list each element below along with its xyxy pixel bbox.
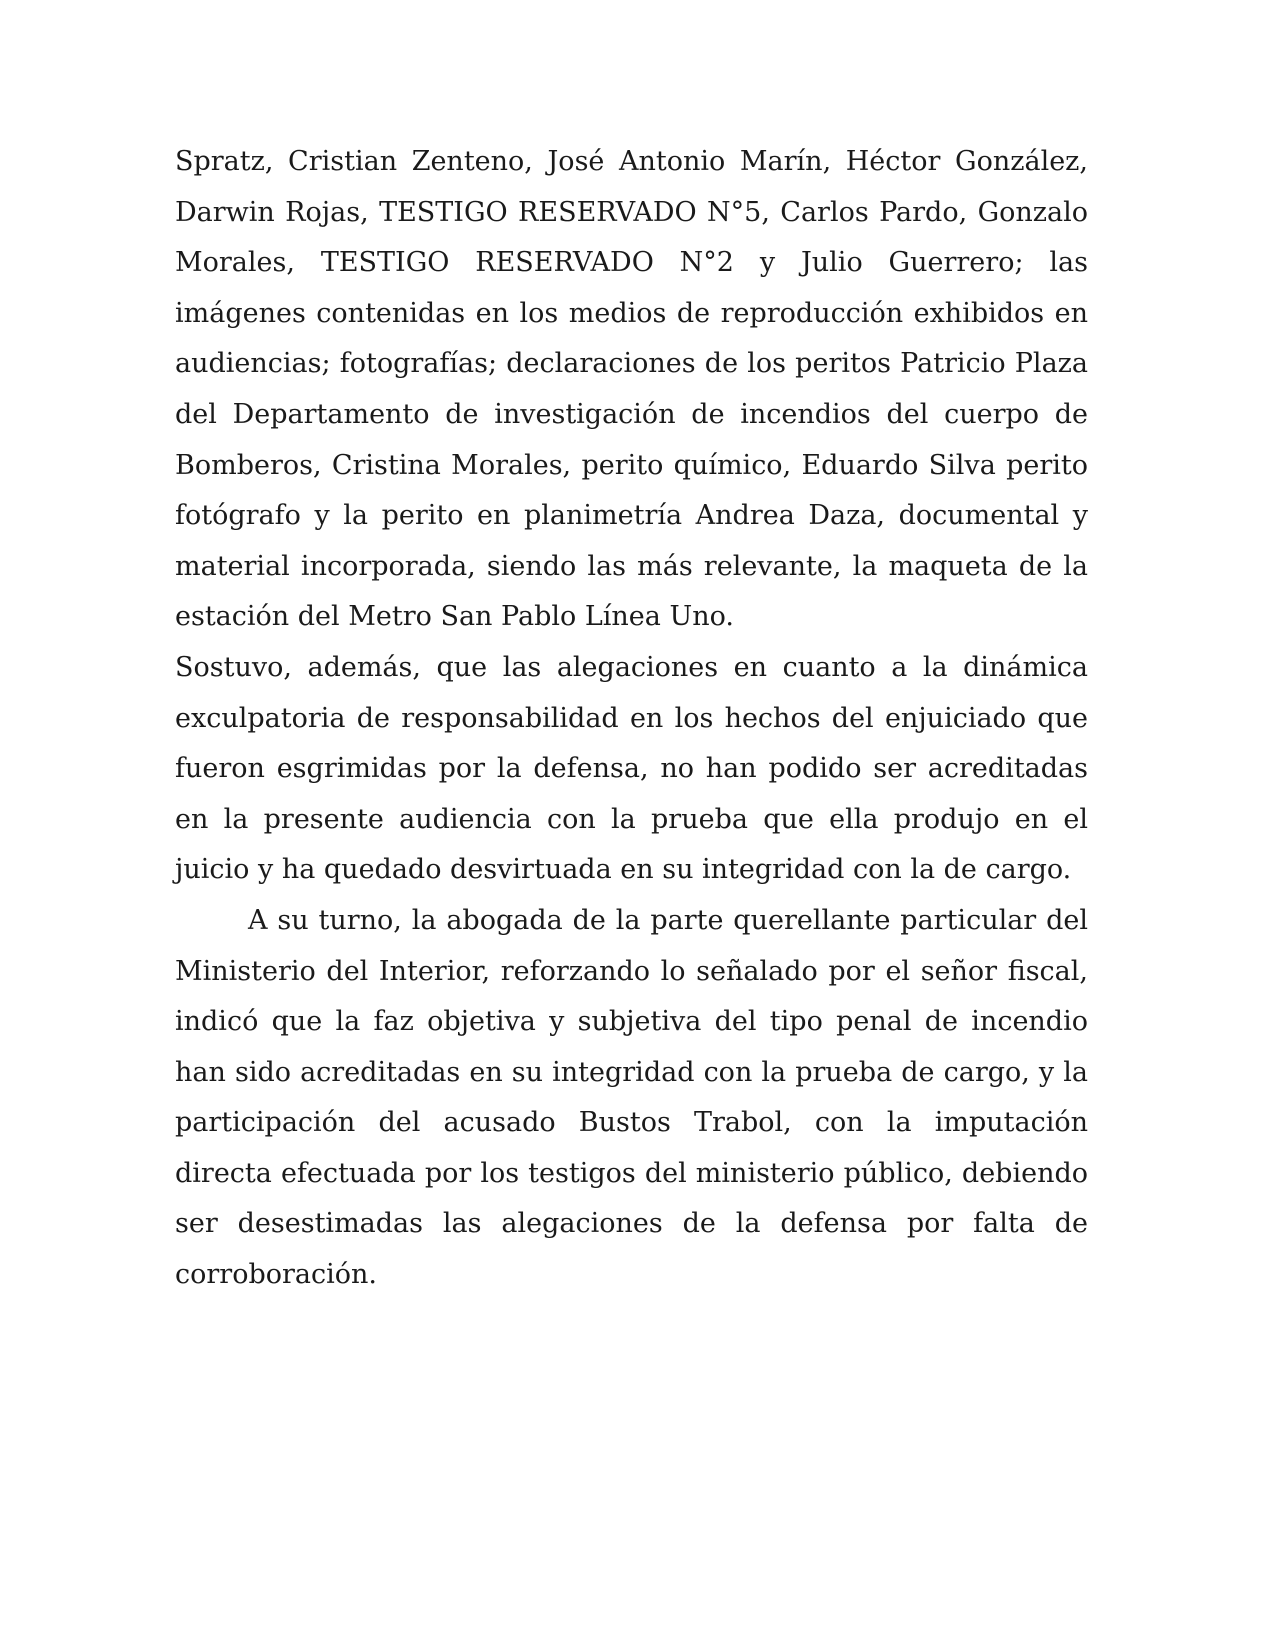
document-body (175, 137, 1088, 1301)
paragraph-witness-list: Spratz, Cristian Zenteno, José Antonio Marín, Héctor González, Darwin Rojas, TESTIGO RESERVADO N°5, Carlos Pardo, Gonzalo Morales, TESTIGO RESERVADO N°2 y Julio Guerrero; las imágenes contenidas en los medios de reproducción exhibidos en audiencias; fotografías; declaraciones de los peritos Patricio Plaza del Departamento de investigación de incendios del cuerpo de Bomberos, Cristina Morales, perito químico, Eduardo Silva perito fotógrafo y la perito en planimetría Andrea Daza, documental y material incorporada, siendo las más relevante, la maqueta de la estación del Metro San Pablo Línea Uno. (175, 146, 1088, 633)
paragraph-defense-allegations: Sostuvo, además, que las alegaciones en cuanto a la dinámica exculpatoria de responsabilidad en los hechos del enjuiciado que fueron esgrimidas por la defensa, no han podido ser acreditadas en la presente audiencia con la prueba que ella produjo en el juicio y ha quedado desvirtuada en su integridad con la de cargo. (175, 651, 1088, 886)
paragraph-complainant-argument: A su turno, la abogada de la parte querellante particular del Ministerio del Interior, reforzando lo señalado por el señor fiscal, indicó que la faz objetiva y subjetiva del tipo penal de incendio han sido acreditadas en su integridad con la prueba de cargo, y la participación del acusado Bustos Trabol, con la imputación directa efectuada por los testigos del ministerio público, debiendo ser desestimadas las alegaciones de la defensa por falta de corroboración. (175, 904, 1088, 1291)
